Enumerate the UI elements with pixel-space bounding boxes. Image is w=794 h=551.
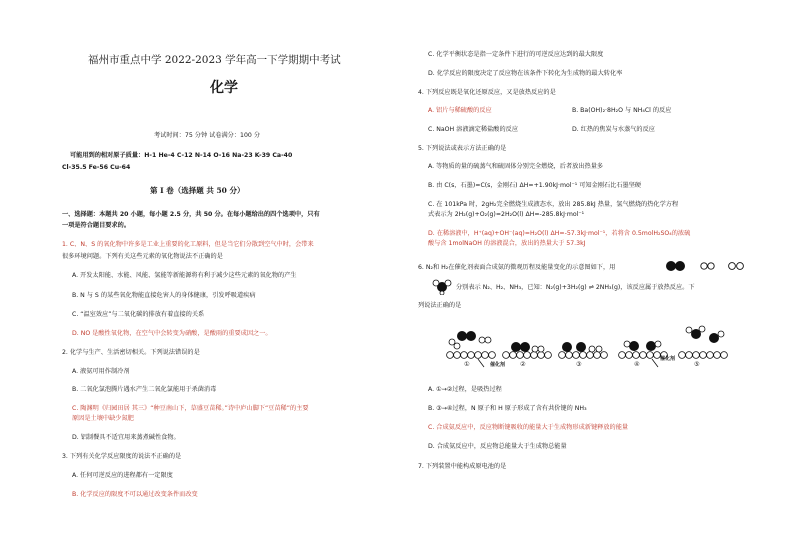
question-1-option-b: B. N 与 S 的某些氧化物能直接危害人的身体健康，引发呼吸道疾病 (72, 292, 256, 299)
question-5-option-d: D. 在稀溶液中，H⁺(aq)+OH⁻(aq)=H₂O(l) ΔH=-57.3kJ·mol⁻¹，若将含 0.5molH₂SO₄的浓硫 (428, 230, 691, 237)
question-2-stem: 2. 化学与生产、生活密切相关。下列说法错误的是 (62, 349, 200, 356)
atomic-masses-line-2: Cl-35.5 Fe-56 Cu-64 (62, 164, 131, 171)
exam-title: 福州市重点中学 2022-2023 学年高一下学期期中考试 (88, 54, 341, 66)
stage-1-molecules (449, 331, 491, 349)
question-5-option-c: 式表示为 2H₂(g)+O₂(g)=2H₂O(l) ΔH=-285.8kJ·mol⁻¹ (428, 211, 585, 218)
stage-label-3: ③ (576, 361, 582, 368)
question-2-option-d: D. 铝制餐具不适宜用来蒸煮碱性食物。 (72, 434, 180, 441)
question-4-option-a: A. 铝片与稀硫酸的反应 (428, 107, 492, 114)
question-1-option-c: C. “温室效应”与二氧化碳的排放有着直接的关系 (72, 311, 205, 318)
catalyst-label: 催化剂 (490, 362, 506, 368)
question-6-stem: 列说法正确的是 (418, 302, 462, 309)
catalyst-arrow-icon (478, 359, 484, 367)
question-6-stem: 分别表示 N₂、H₂、NH₃，已知：N₂(g)+3H₂(g) ⇌ 2NH₃(g)，该反应属于放热反应。下 (456, 284, 695, 291)
question-3-stem: 3. 下列有关化学反应限度的说法不正确的是 (62, 453, 182, 460)
stage-label-4: ④ (634, 361, 640, 368)
question-6-option-d: D. 合成氨反应中，反应物总能量大于生成物总能量 (428, 443, 567, 450)
catalyst-arrow-icon (652, 359, 658, 367)
question-6-option-a: A. ①→②过程，是吸热过程 (428, 386, 502, 393)
stage-label-1: ① (464, 361, 470, 368)
question-2-option-c: 原因是土壤中缺少氮肥 (72, 415, 134, 422)
molecule-legend (664, 259, 764, 273)
question-1-stem: 1. C、N、S 的氧化物中许多是工业上重要的化工原料，但是当它们分散到空气中时，会带来 (62, 241, 314, 248)
nh3-molecule-icon (432, 279, 454, 295)
question-3-option-b: B. 化学反应的限度不可以通过改变条件而改变 (72, 491, 198, 498)
stage-label-2: ② (520, 361, 526, 368)
h2-molecule-icon (701, 263, 714, 269)
question-3-option-c: C. 化学平衡状态是指一定条件下进行的可逆反应达到的最大限度 (428, 51, 604, 58)
question-6-stem: 6. N₂和 H₂在催化剂表面合成氨的微观历程及能量变化的示意图如下，用 (418, 264, 616, 271)
question-1-option-a: A. 开发太阳能、水能、风能、氢能等新能源将有利于减少这些元素的氧化物的产生 (72, 272, 297, 279)
atomic-masses-line-1: 可能用到的相对原子质量：H-1 He-4 C-12 N-14 O-16 Na-23 K-39 Ca-40 (70, 152, 293, 159)
question-4-option-b: B. Ba(OH)₂·8H₂O 与 NH₄Cl 的反应 (572, 107, 672, 114)
exam-time-info: 考试时间：75 分钟 试卷满分：100 分 (154, 132, 261, 139)
question-4-option-d: D. 红热的焦炭与水蒸气的反应 (572, 126, 655, 133)
question-6-option-b: B. ③→④过程，N 原子和 H 原子形成了含有共价键的 NH₃ (428, 405, 587, 412)
n2-molecule-icon (666, 261, 685, 271)
stage-label-5: ⑤ (694, 361, 700, 368)
question-7-stem: 7. 下列装置中能构成原电池的是 (418, 463, 507, 470)
stage-4-molecules (624, 341, 661, 351)
question-4-stem: 4. 下列反应既是氧化还原反应，又是放热反应的是 (418, 89, 556, 96)
section-instruction: 一、选择题：本题共 20 小题，每小题 2.5 分，共 50 分。在每小题给出的四个选项中，只有 (62, 211, 320, 218)
subject-title: 化学 (210, 80, 238, 96)
question-5-stem: 5. 下列说法或表示方法正确的是 (418, 145, 507, 152)
question-4-option-c: C. NaOH 溶液滴定稀盐酸的反应 (428, 126, 519, 133)
nh3-molecule-icon (729, 263, 744, 270)
question-5-option-b: B. 由 C(s，石墨)=C(s，金刚石) ΔH=+1.90kJ·mol⁻¹ 可知金刚石比石墨坚硬 (428, 182, 642, 189)
question-3-option-a: A. 任何可逆反应的进程都有一定限度 (72, 472, 173, 479)
stage-3-atoms (562, 342, 602, 352)
stage-5-molecules (686, 326, 724, 343)
question-5-option-c: C. 在 101kPa 时，2gH₂完全燃烧生成液态水，放出 285.8kJ 热量，氢气燃烧的热化学方程 (428, 201, 679, 208)
question-1-stem: 很多环境问题。下列有关这些元素的氧化物说法不正确的是 (62, 253, 223, 260)
question-2-option-c: C. 陶渊明《归园田居 其三》“种豆南山下，草盛豆苗稀。”诗中庐山脚下“豆苗稀”的主要 (72, 405, 309, 412)
question-6-option-c: C. 合成氨反应中，反应物断键吸收的能量大于生成物形成新键释放的能量 (428, 424, 629, 431)
question-1-option-d: D. NO 是酸性氧化物，在空气中会转变为硝酸，是酸雨的重要成因之一。 (72, 330, 272, 337)
catalyst-label: 催化剂 (660, 356, 676, 362)
question-5-option-d: 酸与含 1molNaOH 的溶液混合，放出的热量大于 57.3kJ (428, 240, 586, 247)
question-5-option-a: A. 等物质的量的硫蒸气和硫固体分别完全燃烧，后者放出热量多 (428, 163, 604, 170)
section-title: 第 I 卷（选择题 共 50 分） (150, 186, 245, 195)
section-instruction: 一项是符合题目要求的。 (62, 222, 131, 229)
question-2-option-a: A. 液氨可用作制冷剂 (72, 368, 130, 375)
question-3-option-d: D. 化学反应的限度决定了反应物在该条件下转化为生成物的最大转化率 (428, 70, 623, 77)
stage-2-molecules (511, 342, 544, 352)
question-2-option-b: B. 二氧化氯泡腾片遇水产生二氧化氯能用于杀菌消毒 (72, 386, 217, 393)
